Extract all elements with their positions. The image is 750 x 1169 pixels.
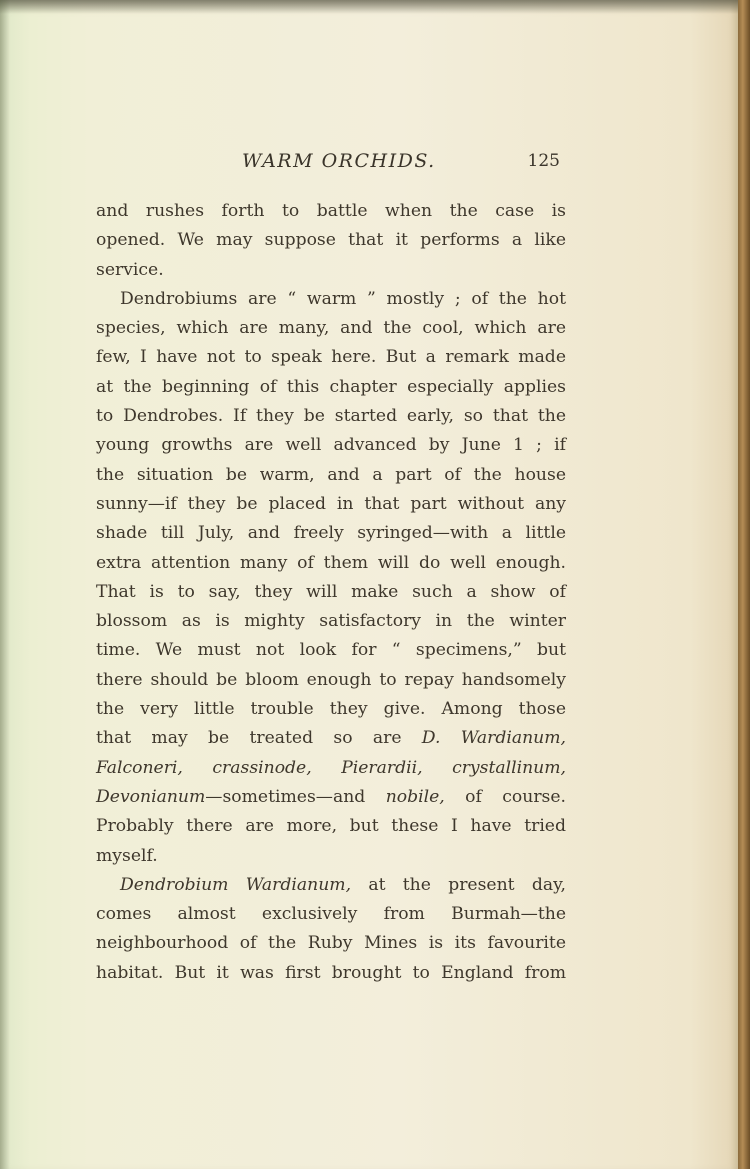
top-edge-shadow (0, 0, 738, 14)
text-line: opened. We may suppose that it performs a like (96, 230, 566, 251)
text-line: neighbourhood of the Ruby Mines is its favourite (96, 933, 566, 954)
text-line: blossom as is mighty satisfactory in the winter (96, 611, 566, 632)
text-line: comes almost exclusively from Burmah—the (96, 904, 566, 925)
text-line: few, I have not to speak here. But a remark made (96, 347, 566, 368)
text-line: myself. (96, 845, 158, 866)
book-binding-edge (738, 0, 750, 1169)
text-line: at the beginning of this chapter especially applies (96, 376, 566, 397)
text-line: Dendrobiums are “ warm ” mostly ; of the hot (120, 288, 566, 309)
text-line: that may be treated so are D. Wardianum, (96, 728, 567, 749)
text-line: the very little trouble they give. Among those (96, 699, 566, 720)
running-title: WARM ORCHIDS. (242, 150, 436, 172)
text-line: service. (96, 259, 164, 280)
text-line: shade till July, and freely syringed—with a little (96, 523, 566, 544)
text-line: the situation be warm, and a part of the house (96, 464, 566, 485)
left-page-edge (0, 0, 10, 1169)
text-line: Probably there are more, but these I have tried (96, 816, 566, 837)
text-line: to Dendrobes. If they be started early, so that the (96, 406, 566, 427)
text-line: habitat. But it was first brought to England from (96, 962, 566, 983)
text-line: Devonianum—sometimes—and nobile, of course. (96, 786, 566, 807)
text-line: species, which are many, and the cool, which are (96, 318, 566, 339)
text-line: extra attention many of them will do well enough. (96, 552, 566, 573)
text-line: young growths are well advanced by June 1 ; if (96, 435, 566, 456)
running-head (96, 150, 566, 180)
text-line: Falconeri, crassinode, Pierardii, crystallinum, (96, 757, 566, 778)
text-line: there should be bloom enough to repay handsomely (96, 669, 566, 690)
text-line: That is to say, they will make such a show of (96, 581, 566, 602)
page-number: 125 (527, 151, 560, 171)
text-line: time. We must not look for “ specimens,” but (96, 640, 566, 661)
text-line: and rushes forth to battle when the case is (96, 201, 566, 221)
text-line: Dendrobium Wardianum, at the present day, (120, 874, 566, 895)
body-text (96, 197, 566, 988)
text-line: sunny—if they be placed in that part without any (96, 493, 566, 514)
